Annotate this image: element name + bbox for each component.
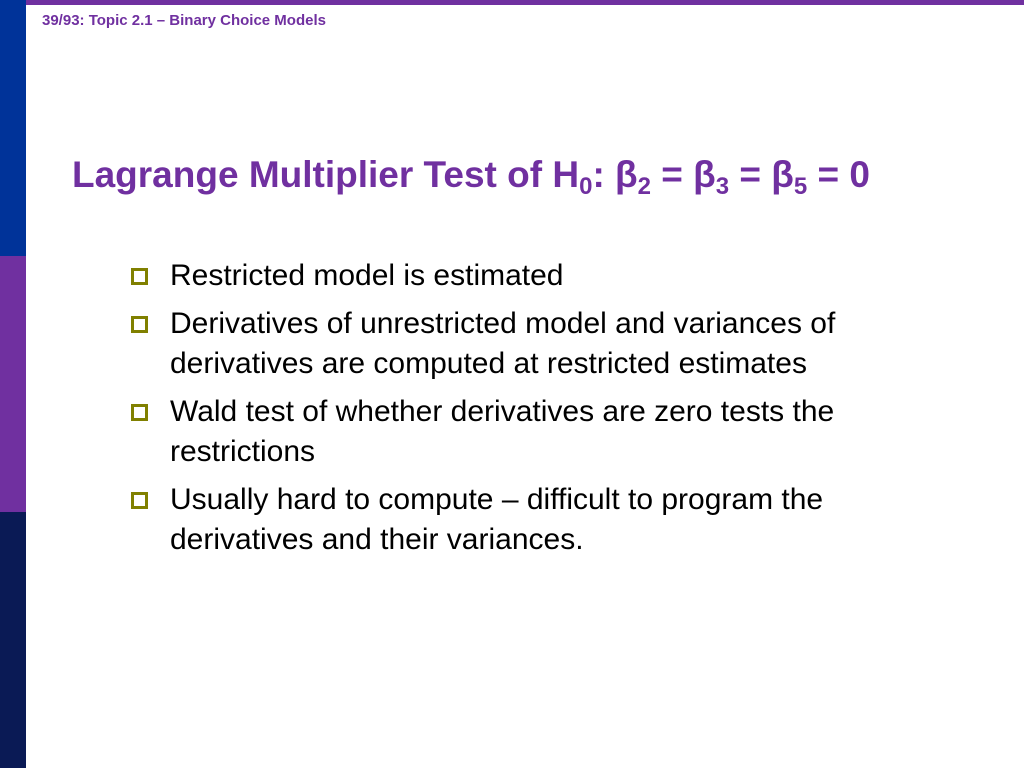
hollow-square-bullet-icon (131, 268, 148, 285)
hollow-square-bullet-icon (131, 492, 148, 509)
bullet-text: Derivatives of unrestricted model and variances of derivatives are computed at restricted estimates (170, 307, 836, 380)
hollow-square-bullet-icon (131, 316, 148, 333)
slide-header-label: 39/93: Topic 2.1 – Binary Choice Models (42, 12, 326, 29)
title-prefix: Lagrange Multiplier Test of H (72, 154, 580, 195)
title-h-subscript: 0 (579, 173, 593, 200)
title-suffix: = 0 (807, 154, 870, 195)
bullet-text: Wald test of whether derivatives are zero tests the restrictions (170, 395, 835, 468)
bullet-list (128, 256, 948, 568)
title-beta-subscript-3: 5 (793, 173, 808, 200)
side-bar-purple-segment (0, 256, 26, 512)
top-rule (26, 0, 1024, 5)
bullet-item (128, 256, 948, 296)
title-beta-subscript-1: 2 (637, 173, 651, 200)
bullet-item (128, 480, 948, 560)
hollow-square-bullet-icon (131, 404, 148, 421)
slide-title (72, 154, 870, 200)
side-bar-navy-segment (0, 512, 26, 768)
title-equals-beta-2: = β (729, 154, 794, 195)
title-beta-subscript-2: 3 (715, 173, 730, 200)
title-colon-beta: : β (592, 154, 638, 195)
bullet-text: Usually hard to compute – difficult to program the derivatives and their variances. (170, 483, 824, 556)
side-bar-blue-segment (0, 0, 26, 256)
bullet-text: Restricted model is estimated (170, 259, 564, 292)
bullet-item (128, 304, 948, 384)
title-equals-beta-1: = β (650, 154, 716, 195)
bullet-item (128, 392, 948, 472)
